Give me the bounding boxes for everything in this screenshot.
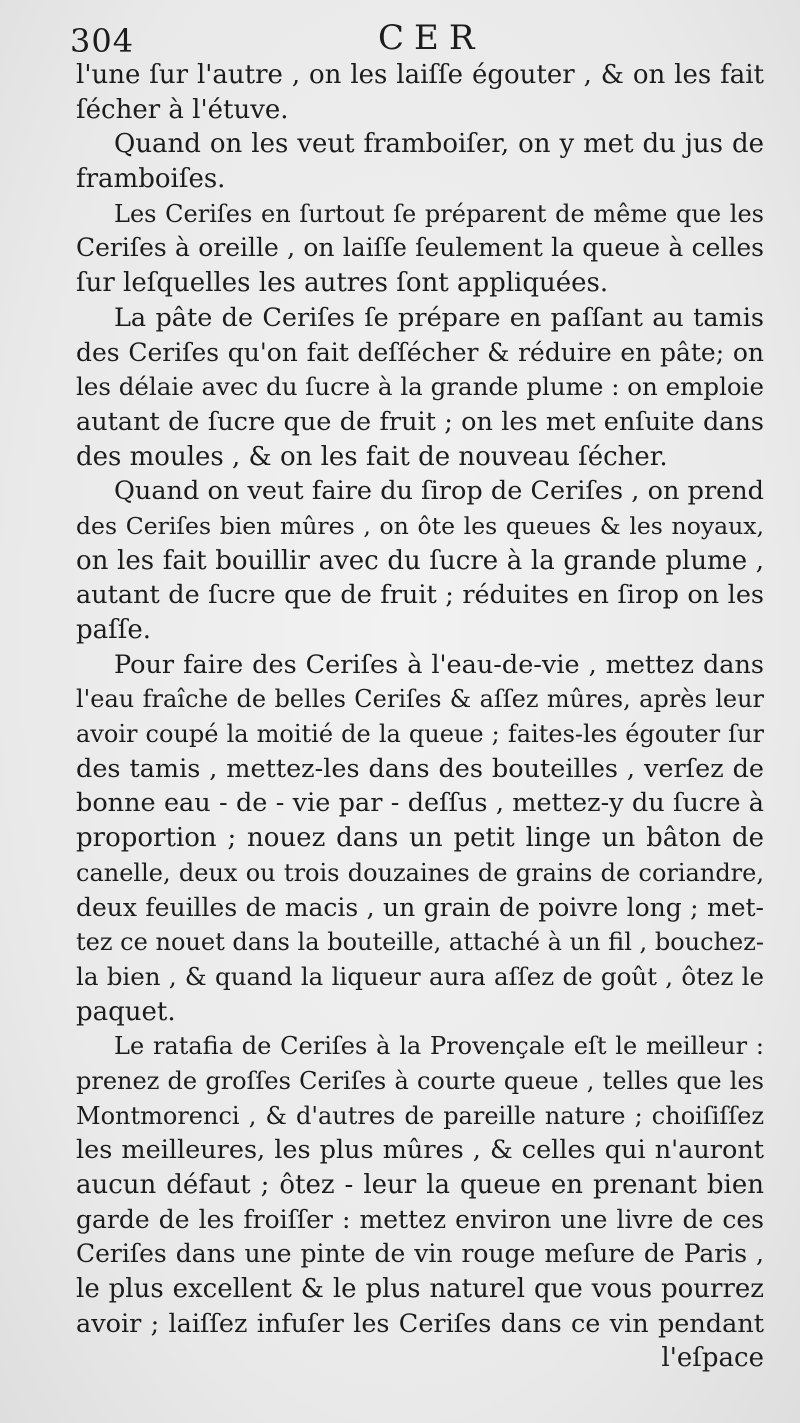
text-line: paſſe. — [76, 615, 152, 645]
text-line: aucun défaut ; ôtez - leur la queue en prenant bien — [76, 1170, 764, 1200]
text-line: Les Ceriſes en ſurtout ſe préparent de même que les — [114, 199, 764, 228]
text-line: des Ceriſes qu'on fait deſſécher & réduire en pâte; on — [76, 337, 764, 367]
page-number: 304 — [70, 22, 135, 60]
text-line: Montmorenci , & d'autres de pareille nature ; choiſiſſez — [76, 1101, 764, 1130]
text-line: autant de ſucre que de fruit ; réduites en ſirop on les — [76, 580, 764, 611]
text-line: des tamis , mettez-les dans des bouteilles , verſez de — [76, 753, 764, 784]
text-line: le plus excellent & le plus naturel que vous pourrez — [76, 1274, 764, 1305]
text-line: avoir ; laiſſez infuſer les Ceriſes dans ce vin pendant — [76, 1308, 764, 1339]
text-line: Le ratafia de Ceriſes à la Provençale eſt le meilleur : — [114, 1032, 764, 1061]
text-line: paquet. — [76, 996, 176, 1027]
text-line: on les fait bouillir avec du ſucre à la grande plume , — [76, 545, 764, 576]
text-line: deux feuilles de macis , un grain de poivre long ; met- — [76, 892, 764, 922]
text-line: proportion ; nouez dans un petit linge un bâton de — [76, 823, 764, 854]
text-line: bonne eau - de - vie par - deſſus , mettez-y du ſucre à — [76, 788, 764, 819]
text-line: les délaie avec du ſucre à la grande plume : on emploie — [76, 372, 764, 402]
page-header — [0, 14, 800, 64]
text-line: ſécher à l'étuve. — [76, 94, 289, 125]
body-text — [76, 58, 764, 1376]
text-line: tez ce nouet dans la bouteille, attaché à un fil , bouchez- — [76, 928, 764, 957]
text-line: les meilleures, les plus mûres , & celles qui n'auront — [76, 1135, 764, 1166]
text-line: des moules , & on les fait de nouveau ſécher. — [76, 441, 668, 472]
text-line: l'eau fraîche de belles Ceriſes & aſſez mûres, après leur — [76, 685, 764, 714]
text-line: l'une ſur l'autre , on les laiſſe égouter , & on les fait — [76, 60, 764, 90]
text-line: Quand on veut faire du ſirop de Ceriſes , on prend — [114, 476, 764, 507]
catchword: l'eſpace — [661, 1343, 764, 1374]
text-line: ſur leſquelles les autres ſont appliquées. — [76, 268, 609, 299]
running-head: CER — [378, 18, 485, 58]
text-line: autant de ſucre que de fruit ; on les met enſuite dans — [76, 406, 764, 437]
text-line: Quand on les veut framboiſer, on y met du jus de — [114, 129, 764, 160]
text-line: Pour faire des Ceriſes à l'eau-de-vie , mettez dans — [114, 649, 764, 680]
text-line: des Ceriſes bien mûres , on ôte les queues & les noyaux, — [76, 511, 764, 540]
text-line: canelle, deux ou trois douzaines de grains de coriandre, — [76, 858, 764, 887]
text-line: avoir coupé la moitié de la queue ; faites-les égouter ſur — [76, 720, 764, 749]
text-line: la bien , & quand la liqueur aura aſſez de goût , ôtez le — [76, 961, 764, 991]
text-line: Ceriſes à oreille , on laiſſe ſeulement la queue à celles — [76, 233, 764, 263]
text-line: La pâte de Ceriſes ſe prépare en paſſant au tamis — [114, 302, 764, 333]
text-line: Ceriſes dans une pinte de vin rouge meſure de Paris , — [76, 1239, 764, 1269]
text-line: garde de les froiſſer : mettez environ une livre de ces — [76, 1204, 764, 1234]
text-line: prenez de groſſes Ceriſes à courte queue , telles que les — [76, 1066, 764, 1095]
text-line: framboiſes. — [76, 164, 226, 195]
